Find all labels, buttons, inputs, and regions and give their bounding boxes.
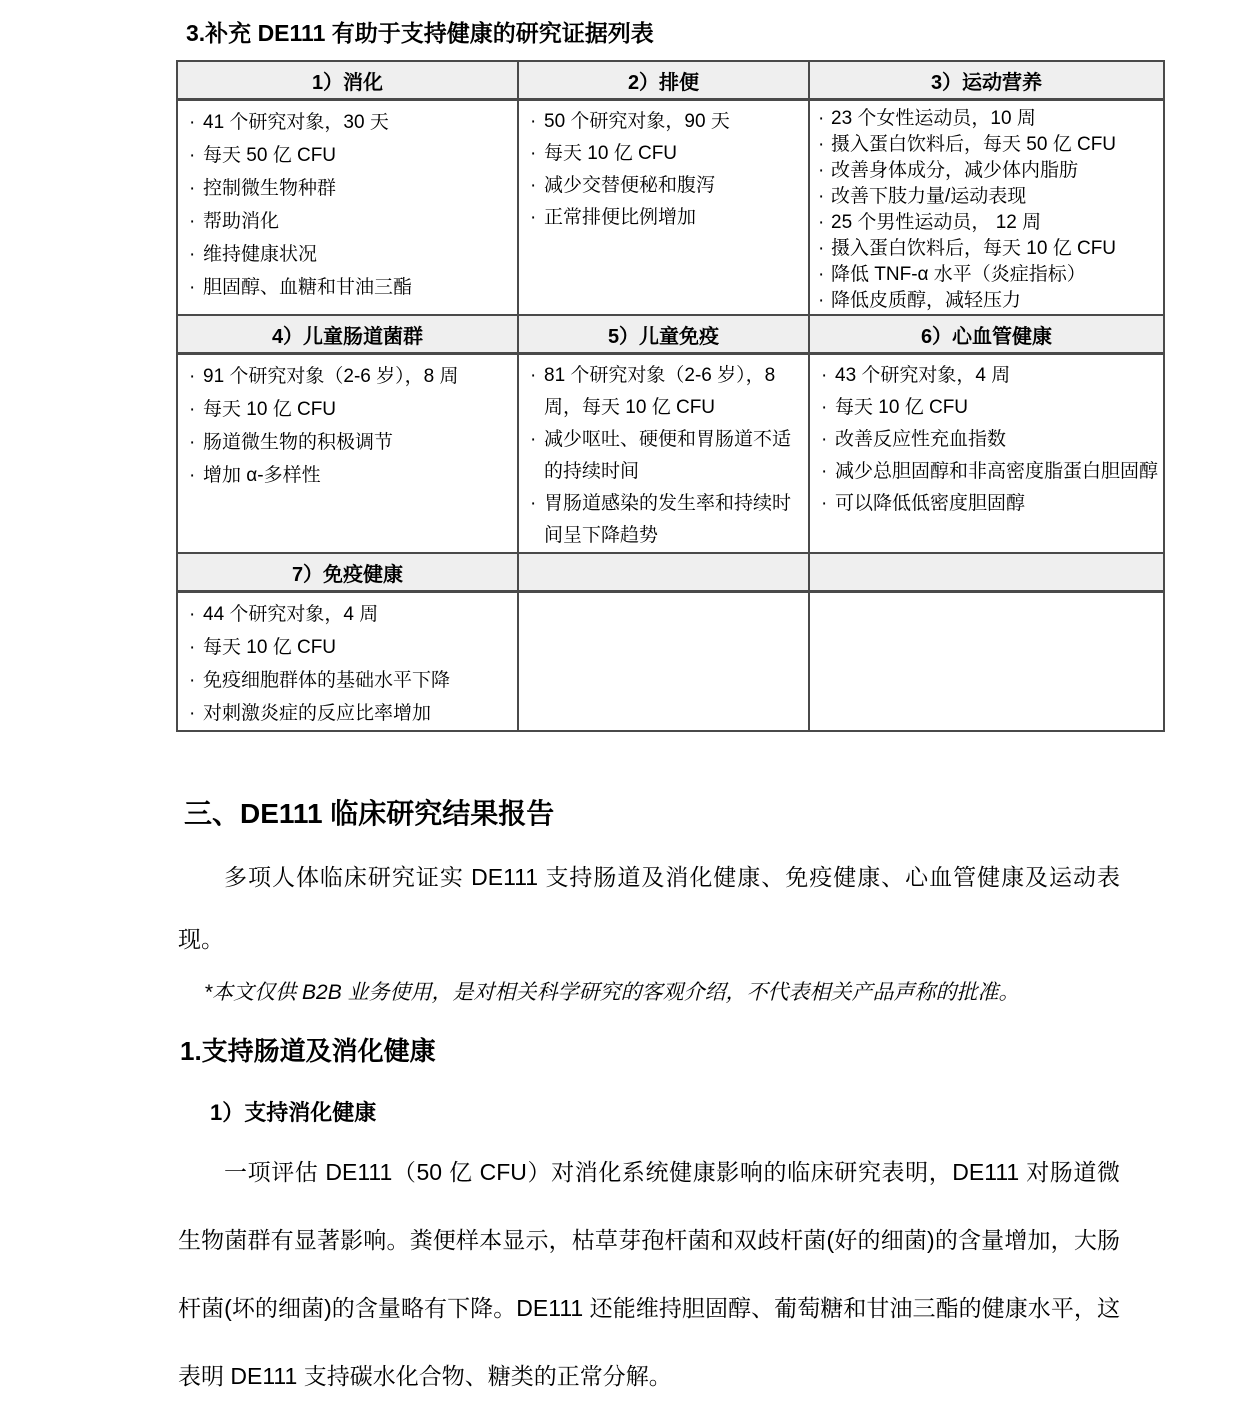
bullet-text: 50 个研究对象，90 天 <box>544 111 730 132</box>
bullet-item <box>527 170 804 202</box>
bullet-text: 改善反应性充血指数 <box>835 429 1007 450</box>
table-header-cell: 3）运动营养 <box>809 61 1164 100</box>
bullet-item <box>186 238 513 271</box>
bullet-text: 降低 TNF-α 水平（炎症指标） <box>831 264 1086 285</box>
bullet-text: 91 个研究对象（2-6 岁），8 周 <box>203 366 459 387</box>
bullet-dot-icon: · <box>189 366 196 387</box>
bullet-text: 25 个男性运动员， 12 周 <box>831 212 1042 233</box>
bullet-text: 正常排便比例增加 <box>544 207 697 228</box>
table-header-cell <box>809 553 1164 592</box>
bullet-item <box>186 271 513 304</box>
heading-gut-digestive-health: 1.支持肠道及消化健康 <box>180 1036 436 1066</box>
bullet-item <box>818 288 1159 314</box>
bullet-item <box>186 697 513 730</box>
bullet-text: 控制微生物种群 <box>203 178 337 199</box>
bullet-dot-icon: · <box>189 465 196 486</box>
bullet-text: 帮助消化 <box>203 211 280 232</box>
bullet-text: 肠道微生物的积极调节 <box>203 432 394 453</box>
table-body-row <box>177 100 1164 316</box>
bullet-text: 每天 10 亿 CFU <box>835 397 969 418</box>
bullet-text: 胃肠道感染的发生率和持续时间呈下降趋势 <box>544 493 792 546</box>
document-page <box>0 18 1240 1389</box>
table-header-cell: 5）儿童免疫 <box>518 315 809 354</box>
table-header-cell: 1）消化 <box>177 61 518 100</box>
bullet-item <box>818 424 1159 456</box>
table-body-cell <box>518 592 809 732</box>
bullet-item <box>818 158 1159 184</box>
bullet-text: 改善下肢力量/运动表现 <box>831 186 1027 207</box>
table-header-row <box>177 553 1164 592</box>
bullet-text: 摄入蛋白饮料后，每天 10 亿 CFU <box>831 238 1117 259</box>
bullet-dot-icon: · <box>530 175 537 196</box>
bullet-text: 降低皮质醇，减轻压力 <box>831 290 1022 311</box>
bullet-dot-icon: · <box>189 637 196 658</box>
table-body-row <box>177 592 1164 732</box>
bullet-dot-icon: · <box>189 670 196 691</box>
bullet-dot-icon: · <box>189 244 196 265</box>
bullet-dot-icon: · <box>818 134 825 155</box>
bullet-text: 免疫细胞群体的基础水平下降 <box>203 670 451 691</box>
bullet-text: 改善身体成分，减少体内脂肪 <box>831 160 1079 181</box>
bullet-text: 43 个研究对象，4 周 <box>835 365 1011 386</box>
bullet-dot-icon: · <box>189 604 196 625</box>
bullet-text: 可以降低低密度胆固醇 <box>835 493 1026 514</box>
bullet-text: 减少交替便秘和腹泻 <box>544 175 716 196</box>
table-header-cell: 6）心血管健康 <box>809 315 1164 354</box>
bullet-dot-icon: · <box>189 211 196 232</box>
subheading-digestive-health: 1）支持消化健康 <box>210 1100 377 1125</box>
bullet-text: 减少呕吐、硬便和胃肠道不适的持续时间 <box>544 429 792 482</box>
bullet-item <box>818 210 1159 236</box>
bullet-text: 维持健康状况 <box>203 244 318 265</box>
table-header-cell <box>518 553 809 592</box>
bullet-dot-icon: · <box>821 461 828 482</box>
bullet-item <box>527 360 804 424</box>
bullet-dot-icon: · <box>189 112 196 133</box>
bullet-text: 81 个研究对象（2-6 岁），8 周，每天 10 亿 CFU <box>544 365 776 418</box>
bullet-text: 44 个研究对象，4 周 <box>203 604 379 625</box>
bullet-item <box>818 488 1159 520</box>
bullet-item <box>527 424 804 488</box>
table-section-heading: 3.补充 DE111 有助于支持健康的研究证据列表 <box>186 20 654 46</box>
bullet-dot-icon: · <box>821 365 828 386</box>
bullet-dot-icon: · <box>530 111 537 132</box>
table-body-cell <box>177 592 518 732</box>
bullet-item <box>186 426 513 459</box>
table-header-row <box>177 61 1164 100</box>
bullet-item <box>186 459 513 492</box>
bullet-item <box>186 172 513 205</box>
table-body-cell <box>809 354 1164 554</box>
bullet-item <box>818 456 1159 488</box>
bullet-item <box>818 262 1159 288</box>
bullet-item <box>818 360 1159 392</box>
table-body-row <box>177 354 1164 554</box>
table-header-cell: 2）排便 <box>518 61 809 100</box>
bullet-dot-icon: · <box>189 178 196 199</box>
bullet-text: 对刺激炎症的反应比率增加 <box>203 703 432 724</box>
table-body-cell <box>177 100 518 316</box>
bullet-item <box>818 184 1159 210</box>
bullet-text: 每天 10 亿 CFU <box>203 399 337 420</box>
section-title: 三、DE111 临床研究结果报告 <box>184 798 555 829</box>
bullet-dot-icon: · <box>530 493 537 514</box>
bullet-item <box>527 138 804 170</box>
bullet-dot-icon: · <box>530 429 537 450</box>
bullet-dot-icon: · <box>530 143 537 164</box>
table-body-cell <box>809 100 1164 316</box>
bullet-item <box>186 106 513 139</box>
table-body-cell <box>177 354 518 554</box>
bullet-dot-icon: · <box>818 238 825 259</box>
bullet-item <box>527 488 804 552</box>
bullet-dot-icon: · <box>818 290 825 311</box>
bullet-dot-icon: · <box>818 212 825 233</box>
bullet-item <box>186 393 513 426</box>
table-body-cell <box>809 592 1164 732</box>
bullet-dot-icon: · <box>189 145 196 166</box>
bullet-item <box>527 202 804 234</box>
bullet-item <box>186 205 513 238</box>
bullet-dot-icon: · <box>821 397 828 418</box>
bullet-text: 41 个研究对象，30 天 <box>203 112 389 133</box>
bullet-text: 摄入蛋白饮料后，每天 50 亿 CFU <box>831 134 1117 155</box>
bullet-dot-icon: · <box>530 365 537 386</box>
bullet-dot-icon: · <box>821 493 828 514</box>
bullet-dot-icon: · <box>530 207 537 228</box>
bullet-item <box>186 631 513 664</box>
bullet-text: 每天 10 亿 CFU <box>203 637 337 658</box>
bullet-item <box>818 392 1159 424</box>
bullet-dot-icon: · <box>189 703 196 724</box>
bullet-text: 每天 50 亿 CFU <box>203 145 337 166</box>
paragraph-overview: 多项人体临床研究证实 DE111 支持肠道及消化健康、免疫健康、心血管健康及运动表现。 <box>178 864 1120 952</box>
bullet-item <box>818 106 1159 132</box>
bullet-item <box>186 360 513 393</box>
table-header-cell: 4）儿童肠道菌群 <box>177 315 518 354</box>
bullet-dot-icon: · <box>818 264 825 285</box>
b2b-disclaimer-footnote: *本文仅供 B2B 业务使用，是对相关科学研究的客观介绍，不代表相关产品声称的批准。 <box>204 981 1020 1004</box>
paragraph-digestive-study: 一项评估 DE111（50 亿 CFU）对消化系统健康影响的临床研究表明，DE111 对肠道微生物菌群有显著影响。粪便样本显示，枯草芽孢杆菌和双歧杆菌(好的细菌)的含量增加，大肠杆菌(坏的细菌)的含量略有下降。DE111 还能维持胆固醇、葡萄糖和甘油三酯的健康水平，这表明 DE111 支持碳水化合物、糖类的正常分解。 <box>178 1159 1120 1389</box>
bullet-dot-icon: · <box>189 432 196 453</box>
evidence-table <box>176 60 1165 732</box>
bullet-item <box>818 132 1159 158</box>
bullet-text: 每天 10 亿 CFU <box>544 143 678 164</box>
bullet-text: 增加 α-多样性 <box>203 465 321 486</box>
bullet-item <box>186 139 513 172</box>
bullet-item <box>186 598 513 631</box>
bullet-dot-icon: · <box>821 429 828 450</box>
bullet-dot-icon: · <box>189 399 196 420</box>
table-header-cell: 7）免疫健康 <box>177 553 518 592</box>
bullet-text: 减少总胆固醇和非高密度脂蛋白胆固醇 <box>835 461 1159 482</box>
bullet-text: 胆固醇、血糖和甘油三酯 <box>203 277 413 298</box>
bullet-dot-icon: · <box>818 160 825 181</box>
bullet-item <box>186 664 513 697</box>
table-body-cell <box>518 100 809 316</box>
bullet-dot-icon: · <box>818 186 825 207</box>
bullet-dot-icon: · <box>818 108 825 129</box>
table-body-cell <box>518 354 809 554</box>
bullet-dot-icon: · <box>189 277 196 298</box>
table-header-row <box>177 315 1164 354</box>
bullet-item <box>527 106 804 138</box>
bullet-item <box>818 236 1159 262</box>
bullet-text: 23 个女性运动员，10 周 <box>831 108 1036 129</box>
